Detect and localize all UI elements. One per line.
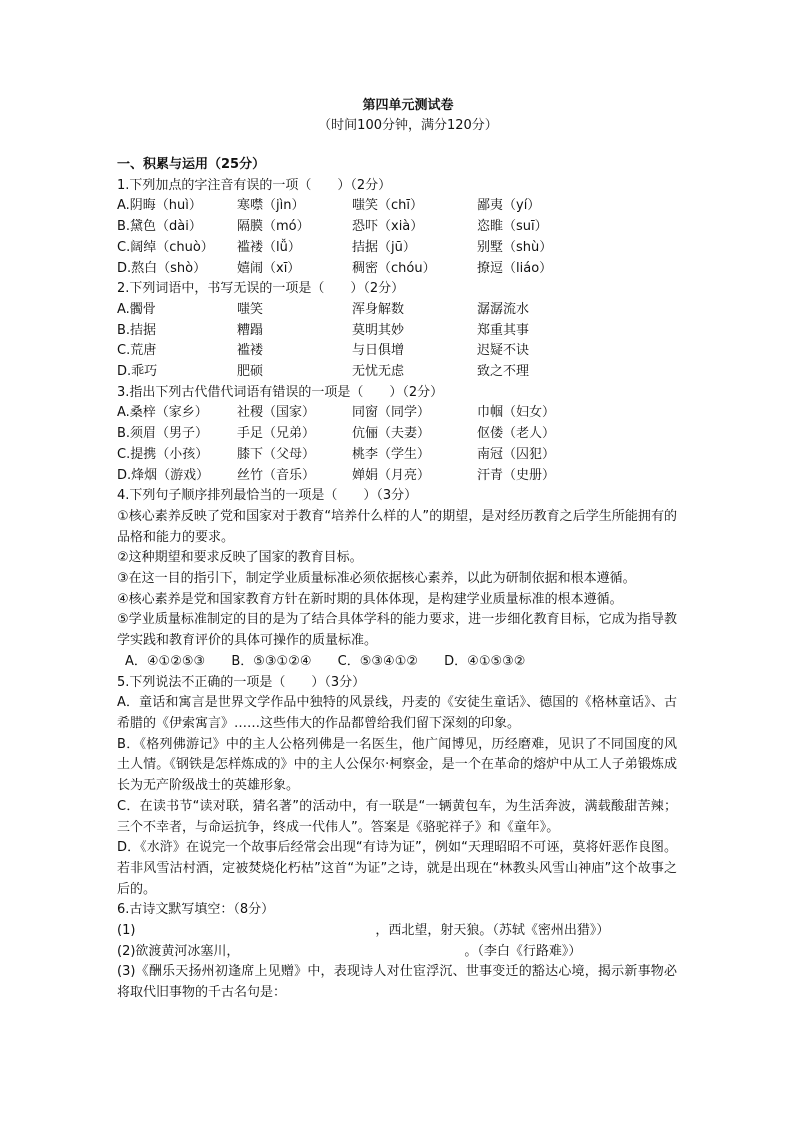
- option-d: D．④①⑤③②: [444, 653, 526, 669]
- option-cell: 致之不理: [477, 364, 530, 380]
- option-cell: 撩逗（liáo）: [477, 260, 553, 276]
- sentence-2: ②这种期望和要求反映了国家的教育目标。: [117, 550, 363, 566]
- option-cell: 郑重其事: [477, 322, 530, 338]
- question-6-stem: 6.古诗文默写填空：（8分）: [117, 902, 275, 918]
- option-cell: 潺潺流水: [477, 301, 530, 317]
- option-b: B．⑤③①②④: [231, 653, 312, 669]
- option-cell: 手足（兄弟）: [237, 426, 316, 442]
- sentence-5: ⑤学业质量标准制定的目的是为了结合具体学科的能力要求，进一步细化教育目标，它成为指导教学实践和教育评价的具体可操作的质量标准。: [117, 612, 677, 649]
- question-1-options: [117, 196, 677, 279]
- sentence-4: ④核心素养是党和国家教育方针在新时期的具体体现，是构建学业质量标准的根本遵循。: [117, 591, 623, 607]
- question-5-stem: 5.下列说法不正确的一项是（ ）（3分）: [117, 674, 366, 690]
- option-cell: 无忧无虑: [352, 364, 405, 380]
- option-cell: 糟蹋: [237, 322, 264, 338]
- question-3-stem: 3.指出下列古代借代词语有错误的一项是（ ）（2分）: [117, 384, 444, 400]
- sentence-3: ③在这一目的指引下，制定学业质量标准必须依据核心素养，以此为研制依据和根本遵循。: [117, 571, 636, 587]
- option-c: C．⑤③④①②: [337, 653, 419, 669]
- option-cell: 伉俪（夫妻）: [352, 426, 431, 442]
- option-cell: 嗤笑: [237, 301, 264, 317]
- option-a: A．④①②⑤③: [125, 653, 206, 669]
- answer-blank-2[interactable]: [239, 954, 464, 955]
- option-cell: B.拮据: [117, 322, 157, 338]
- option-cell: 膝下（父母）: [237, 446, 316, 462]
- option-cell: 恣睢（suī）: [477, 219, 548, 235]
- option-cell: 迟疑不诀: [477, 343, 530, 359]
- option-cell: A.阴晦（huì）: [117, 198, 202, 214]
- exam-page: [117, 96, 677, 1004]
- option-cell: 汗青（史册）: [477, 467, 556, 483]
- option-cell: 婵娟（月亮）: [352, 467, 431, 483]
- option-cell: 别墅（shù）: [477, 239, 553, 255]
- option-cell: 嬉闹（xī）: [237, 260, 301, 276]
- question-2-options: [117, 300, 677, 383]
- option-cell: 鄙夷（yí）: [477, 198, 541, 214]
- fill-line-1-suffix: ，西北望，射天狼。（苏轼《密州出猎》）: [375, 923, 610, 939]
- page-subtitle: （时间100分钟，满分120分）: [318, 118, 498, 133]
- option-cell: 桃李（学生）: [352, 446, 431, 462]
- option-cell: 社稷（国家）: [237, 405, 316, 421]
- option-cell: 褴褛: [237, 343, 264, 359]
- option-cell: 同窗（同学）: [352, 405, 431, 421]
- option-cell: 隔膜（mó）: [237, 219, 310, 235]
- section-heading-1: 一、积累与运用（25分）: [117, 157, 266, 172]
- fill-line-1-prefix: (1): [117, 923, 136, 939]
- question-5-option-d: D．《水浒》在说完一个故事后经常会出现“有诗为证”，例如“天理昭昭不可诬，莫将奸恶作良图。若非风雪沽村酒，定被焚烧化朽枯”这首“为证”之诗，就是出现在“林教头风雪山神庙”这个故事之后的。: [117, 840, 677, 897]
- question-4-stem: 4.下列句子顺序排列最恰当的一项是（ ）（3分）: [117, 488, 418, 504]
- fill-line-2-suffix: 。（李白《行路难》）: [464, 943, 582, 959]
- option-cell: 伛偻（老人）: [477, 426, 556, 442]
- option-cell: 褴褛（lǚ）: [237, 239, 301, 255]
- option-cell: C.荒唐: [117, 343, 157, 359]
- question-2-stem: 2.下列词语中，书写无误的一项是（ ）（2分）: [117, 281, 405, 297]
- option-cell: 巾帼（妇女）: [477, 405, 556, 421]
- question-4-options: [117, 652, 677, 673]
- option-cell: 莫明其妙: [352, 322, 405, 338]
- option-cell: 肥硕: [237, 364, 264, 380]
- option-cell: D.熬白（shò）: [117, 260, 207, 276]
- option-cell: 嗤笑（chī）: [352, 198, 423, 214]
- question-5-option-a: A．童话和寓言是世界文学作品中独特的风景线，丹麦的《安徒生童话》、德国的《格林童话》、古希腊的《伊索寓言》……这些伟大的作品都曾给我们留下深刻的印象。: [117, 695, 677, 731]
- answer-blank-1[interactable]: [135, 933, 375, 934]
- option-cell: D.烽烟（游戏）: [117, 467, 210, 483]
- question-3-options: [117, 403, 677, 486]
- option-cell: B.黛色（dài）: [117, 219, 202, 235]
- question-5-option-b: B．《格列佛游记》中的主人公格列佛是一名医生，他广闻博见，历经磨难，见识了不同国度的风土人情。《钢铁是怎样炼成的》中的主人公保尔·柯察金，是一个在革命的熔炉中从工人子弟锻炼成长为无产阶级战士的英雄形象。: [117, 736, 677, 794]
- fill-line-2: [117, 942, 677, 963]
- option-cell: B.须眉（男子）: [117, 426, 209, 442]
- option-cell: 恐吓（xià）: [352, 219, 424, 235]
- option-cell: C.阔绰（chuò）: [117, 239, 214, 255]
- option-cell: 丝竹（音乐）: [237, 467, 316, 483]
- option-cell: C.提携（小孩）: [117, 446, 209, 462]
- sentence-1: ①核心素养反映了党和国家对于教育“培养什么样的人”的期望，是对经历教育之后学生所能拥有的品格和能力的要求。: [117, 508, 677, 545]
- question-1-stem: 1.下列加点的字注音有误的一项（ ）（2分）: [117, 177, 392, 193]
- fill-line-2-prefix: (2)欲渡黄河冰塞川，: [117, 943, 240, 959]
- option-cell: 与日俱增: [352, 343, 405, 359]
- option-cell: 稠密（chóu）: [352, 260, 436, 276]
- option-cell: 浑身解数: [352, 301, 405, 317]
- option-cell: A.髑骨: [117, 301, 156, 317]
- fill-line-1: [117, 921, 677, 942]
- page-title: 第四单元测试卷: [362, 98, 454, 113]
- option-cell: 南冠（囚犯）: [477, 446, 556, 462]
- fill-line-3: (3)《酬乐天扬州初逢席上见赠》中，表现诗人对仕宦浮沉、世事变迁的豁达心境，揭示新事物必将取代旧事物的千古名句是：: [117, 964, 677, 1001]
- option-cell: A.桑梓（家乡）: [117, 405, 208, 421]
- option-cell: D.乖巧: [117, 364, 158, 380]
- question-5-option-c: C．在读书节“读对联，猜名著”的活动中，有一联是“一辆黄包车，为生活奔波，满载酸甜苦辣；三个不幸者，与命运抗争，终成一代伟人”。答案是《骆驼祥子》和《童年》。: [117, 798, 677, 835]
- option-cell: 拮据（jū）: [352, 239, 416, 255]
- option-cell: 寒噤（jìn）: [237, 198, 305, 214]
